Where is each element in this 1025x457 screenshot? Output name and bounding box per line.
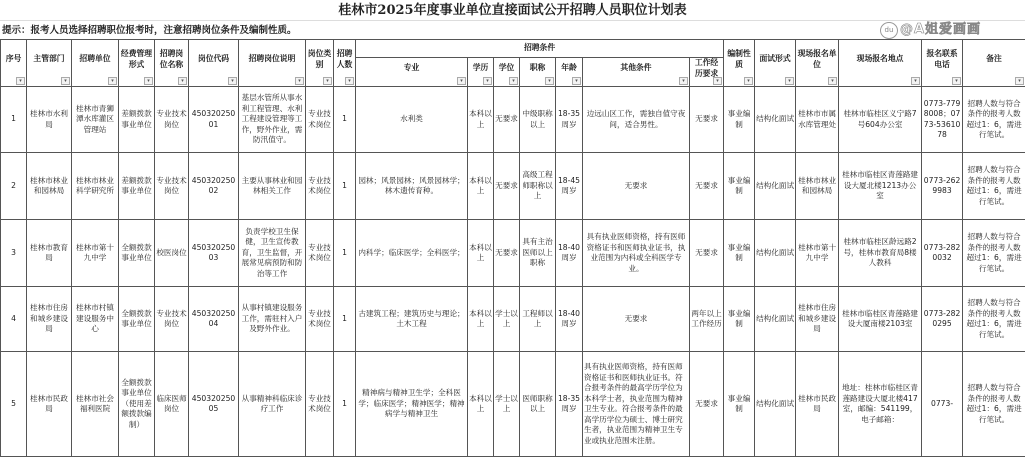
filter-dropdown-icon[interactable]: ▾ <box>1015 77 1024 85</box>
cell-phone[interactable]: 0773- <box>922 352 963 457</box>
cell-degree[interactable]: 学士以上 <box>494 287 520 352</box>
header-staffing: 编制性质 ▾ <box>724 40 755 87</box>
cell-funding[interactable]: 全额拨款事业单位 <box>119 287 155 352</box>
cell-experience[interactable]: 无要求 <box>690 87 724 153</box>
cell-category[interactable]: 专业技术岗位 <box>306 153 334 220</box>
cell-title-req[interactable]: 高级工程师职称以上 <box>520 153 556 220</box>
cell-education[interactable]: 本科以上 <box>468 287 494 352</box>
filter-dropdown-icon[interactable]: ▾ <box>228 77 237 85</box>
hint-text: 提示：报考人员选择招聘职位报考时，注意招聘岗位条件及编制性质。 <box>0 22 1025 40</box>
cell-experience[interactable]: 两年以上工作经历 <box>690 287 724 352</box>
filter-dropdown-icon[interactable]: ▾ <box>295 77 304 85</box>
cell-education[interactable]: 本科以上 <box>468 220 494 287</box>
cell-dept[interactable]: 桂林市林业和园林局 <box>27 153 72 220</box>
cell-age[interactable]: 18-35周岁 <box>556 352 583 457</box>
filter-dropdown-icon[interactable]: ▾ <box>178 77 187 85</box>
header-category: 岗位类别 ▾ <box>306 40 334 87</box>
cell-title-req[interactable]: 医师职称以上 <box>520 352 556 457</box>
cell-post-name[interactable]: 专业技术岗位 <box>155 87 189 153</box>
cell-funding[interactable]: 全额拨款事业单位（使用差额拨款编制） <box>119 352 155 457</box>
header-funding: 经费管理形式 ▾ <box>119 40 155 87</box>
filter-dropdown-icon[interactable]: ▾ <box>144 77 153 85</box>
filter-dropdown-icon[interactable]: ▾ <box>457 77 466 85</box>
header-conditions: 招聘条件 <box>356 40 724 58</box>
filter-dropdown-icon[interactable]: ▾ <box>828 77 837 85</box>
cell-unit[interactable]: 桂林市村镇建设服务中心 <box>72 287 119 352</box>
cell-count[interactable]: 1 <box>334 87 356 153</box>
cell-title-req[interactable]: 中级职称以上 <box>520 87 556 153</box>
cell-degree[interactable]: 无要求 <box>494 153 520 220</box>
cell-interview[interactable]: 结构化面试 <box>755 352 796 457</box>
table-row <box>1 352 1025 457</box>
header-phone: 报名联系电话 ▾ <box>922 40 963 87</box>
filter-dropdown-icon[interactable]: ▾ <box>952 77 961 85</box>
header-title-req: 职称 ▾ <box>520 58 556 87</box>
cell-experience[interactable]: 无要求 <box>690 352 724 457</box>
table-row <box>1 220 1025 287</box>
cell-major[interactable]: 古建筑工程；建筑历史与理论；土木工程 <box>356 287 468 352</box>
cell-funding[interactable]: 差额拨款事业单位 <box>119 87 155 153</box>
cell-count[interactable]: 1 <box>334 287 356 352</box>
filter-dropdown-icon[interactable]: ▾ <box>509 77 518 85</box>
header-dept: 主管部门 ▾ <box>27 40 72 87</box>
cell-experience[interactable]: 无要求 <box>690 220 724 287</box>
cell-reg-place[interactable]: 桂林市临桂区义宁路7号604办公室 <box>839 87 922 153</box>
cell-code[interactable]: 45032025001 <box>189 87 239 153</box>
cell-age[interactable]: 18-40周岁 <box>556 287 583 352</box>
cell-code[interactable]: 45032025005 <box>189 352 239 457</box>
cell-staffing[interactable]: 事业编制 <box>724 153 755 220</box>
cell-remarks[interactable]: 招聘人数与符合条件的报考人数超过1：6，需进行笔试。 <box>963 220 1025 287</box>
cell-staffing[interactable]: 事业编制 <box>724 352 755 457</box>
cell-major[interactable]: 水利类 <box>356 87 468 153</box>
job-plan-table <box>0 39 1025 457</box>
table-row <box>1 87 1025 153</box>
filter-dropdown-icon[interactable]: ▾ <box>545 77 554 85</box>
filter-dropdown-icon[interactable]: ▾ <box>679 77 688 85</box>
header-reg-place: 现场报名地点 ▾ <box>839 40 922 87</box>
cell-count[interactable]: 1 <box>334 352 356 457</box>
cell-staffing[interactable]: 事业编制 <box>724 220 755 287</box>
cell-desc[interactable]: 从事精神科临床诊疗工作 <box>239 352 306 457</box>
cell-code[interactable]: 45032025002 <box>189 153 239 220</box>
cell-age[interactable]: 18-35周岁 <box>556 87 583 153</box>
cell-phone[interactable]: 0773-7798008；0773-5361078 <box>922 87 963 153</box>
cell-degree[interactable]: 无要求 <box>494 87 520 153</box>
filter-dropdown-icon[interactable]: ▾ <box>744 77 753 85</box>
cell-reg-place[interactable]: 桂林市临桂区青莲路建设大厦南楼2103室 <box>839 287 922 352</box>
cell-title-req[interactable]: 工程师以上 <box>520 287 556 352</box>
cell-other[interactable]: 边远山区工作，需独自值守夜间，适合男性。 <box>583 87 690 153</box>
cell-dept[interactable]: 桂林市住房和城乡建设局 <box>27 287 72 352</box>
cell-reg-unit[interactable]: 桂林市市属水库管理处 <box>796 87 839 153</box>
cell-category[interactable]: 专业技术岗位 <box>306 220 334 287</box>
cell-unit[interactable]: 桂林市社会福利医院 <box>72 352 119 457</box>
cell-interview[interactable]: 结构化面试 <box>755 87 796 153</box>
cell-post-name[interactable]: 专业技术岗位 <box>155 153 189 220</box>
cell-interview[interactable]: 结构化面试 <box>755 153 796 220</box>
filter-dropdown-icon[interactable]: ▾ <box>108 77 117 85</box>
header-seq: 序号 ▾ <box>1 40 27 87</box>
cell-interview[interactable]: 结构化面试 <box>755 287 796 352</box>
cell-major[interactable]: 园林；风景园林；风景园林学；林木遗传育种。 <box>356 153 468 220</box>
cell-staffing[interactable]: 事业编制 <box>724 87 755 153</box>
cell-age[interactable]: 18-40周岁 <box>556 220 583 287</box>
watermark-logo-icon: du <box>880 22 898 39</box>
cell-experience[interactable]: 无要求 <box>690 153 724 220</box>
header-unit: 招聘单位 ▾ <box>72 40 119 87</box>
cell-major[interactable]: 内科学；临床医学；全科医学； <box>356 220 468 287</box>
cell-seq[interactable]: 3 <box>1 220 27 287</box>
watermark: @A姐爱画画 <box>900 21 981 38</box>
cell-post-name[interactable]: 校医岗位 <box>155 220 189 287</box>
cell-post-name[interactable]: 临床医师岗位 <box>155 352 189 457</box>
cell-other[interactable]: 具有执业医师资格，持有医师资格证书和医师执业证书。符合报考条件的最高学历学位为本科学士者，执业范围为精神卫生专业。符合报考条件的最高学历学位为硕士、博士研究生者，执业范围为精神卫生专业或执业范围未注册。 <box>583 352 690 457</box>
cell-phone[interactable]: 0773-2820032 <box>922 220 963 287</box>
cell-reg-unit[interactable]: 桂林市住房和城乡建设局 <box>796 287 839 352</box>
cell-unit[interactable]: 桂林市青狮潭水库灌区管理站 <box>72 87 119 153</box>
cell-desc[interactable]: 从事村镇建设服务工作，需驻村入户及野外作业。 <box>239 287 306 352</box>
filter-dropdown-icon[interactable]: ▾ <box>61 77 70 85</box>
cell-education[interactable]: 本科以上 <box>468 87 494 153</box>
cell-reg-place[interactable]: 桂林市临桂区青莲路建设大厦北楼1213办公室 <box>839 153 922 220</box>
cell-interview[interactable]: 结构化面试 <box>755 220 796 287</box>
cell-desc[interactable]: 负责学校卫生保健，卫生宣传教育，卫生监督，开展常见病预防和防治等工作 <box>239 220 306 287</box>
cell-education[interactable]: 本科以上 <box>468 352 494 457</box>
cell-remarks[interactable]: 招聘人数与符合条件的报考人数超过1：6，需进行笔试。 <box>963 153 1025 220</box>
filter-dropdown-icon[interactable]: ▾ <box>713 77 722 85</box>
cell-major[interactable]: 精神病与精神卫生学；全科医学；临床医学；精神医学；精神病学与精神卫生 <box>356 352 468 457</box>
cell-other[interactable]: 无要求 <box>583 153 690 220</box>
cell-category[interactable]: 专业技术岗位 <box>306 352 334 457</box>
cell-other[interactable]: 无要求 <box>583 287 690 352</box>
cell-dept[interactable]: 桂林市水利局 <box>27 87 72 153</box>
cell-seq[interactable]: 1 <box>1 87 27 153</box>
cell-category[interactable]: 专业技术岗位 <box>306 87 334 153</box>
header-count: 招聘人数 ▾ <box>334 40 356 87</box>
header-major: 专业 ▾ <box>356 58 468 87</box>
cell-unit[interactable]: 桂林市林业科学研究所 <box>72 153 119 220</box>
cell-funding[interactable]: 差额拨款事业单位 <box>119 153 155 220</box>
table-row <box>1 287 1025 352</box>
header-experience: 工作经历要求 ▾ <box>690 58 724 87</box>
cell-code[interactable]: 45032025003 <box>189 220 239 287</box>
cell-unit[interactable]: 桂林市第十九中学 <box>72 220 119 287</box>
cell-reg-unit[interactable]: 桂林市第十九中学 <box>796 220 839 287</box>
filter-dropdown-icon[interactable]: ▾ <box>911 77 920 85</box>
cell-desc[interactable]: 主要从事林业和园林相关工作 <box>239 153 306 220</box>
cell-reg-unit[interactable]: 桂林市林业和园林局 <box>796 153 839 220</box>
cell-post-name[interactable]: 专业技术岗位 <box>155 287 189 352</box>
header-education: 学历 ▾ <box>468 58 494 87</box>
cell-remarks[interactable]: 招聘人数与符合条件的报考人数超过1：6，需进行笔试。 <box>963 287 1025 352</box>
cell-other[interactable]: 具有执业医师资格，持有医师资格证书和医师执业证书，执业范围为内科或全科医学专业。 <box>583 220 690 287</box>
cell-count[interactable]: 1 <box>334 220 356 287</box>
header-desc: 招聘岗位说明 ▾ <box>239 40 306 87</box>
cell-degree[interactable]: 无要求 <box>494 220 520 287</box>
cell-funding[interactable]: 全额拨款事业单位 <box>119 220 155 287</box>
header-code: 岗位代码 ▾ <box>189 40 239 87</box>
cell-reg-unit[interactable]: 桂林市民政局 <box>796 352 839 457</box>
cell-dept[interactable]: 桂林市教育局 <box>27 220 72 287</box>
header-reg-unit: 现场报名单位 ▾ <box>796 40 839 87</box>
cell-category[interactable]: 专业技术岗位 <box>306 287 334 352</box>
cell-desc[interactable]: 基层水管所从事水利工程管理、水利工程建设管理等工作，野外作业，需防汛值守。 <box>239 87 306 153</box>
cell-reg-place[interactable]: 桂林市临桂区龄远路2号，桂林市教育局8楼人教科 <box>839 220 922 287</box>
cell-phone[interactable]: 0773-2629983 <box>922 153 963 220</box>
cell-seq[interactable]: 2 <box>1 153 27 220</box>
cell-seq[interactable]: 4 <box>1 287 27 352</box>
cell-reg-place[interactable]: 地址：桂林市临桂区青莲路建设大厦北楼417室，邮编：541199，电子邮箱： <box>839 352 922 457</box>
cell-remarks[interactable]: 招聘人数与符合条件的报考人数超过1：6，需进行笔试。 <box>963 352 1025 457</box>
cell-title-req[interactable]: 具有主治医师以上职称 <box>520 220 556 287</box>
filter-dropdown-icon[interactable]: ▾ <box>572 77 581 85</box>
cell-count[interactable]: 1 <box>334 153 356 220</box>
filter-dropdown-icon[interactable]: ▾ <box>16 77 25 85</box>
header-interview: 面试形式 ▾ <box>755 40 796 87</box>
filter-dropdown-icon[interactable]: ▾ <box>345 77 354 85</box>
header-other: 其他条件 ▾ <box>583 58 690 87</box>
header-remarks: 备注 ▾ <box>963 40 1025 87</box>
sheet-title: 桂林市2025年度事业单位直接面试公开招聘人员职位计划表 <box>0 0 1025 21</box>
cell-seq[interactable]: 5 <box>1 352 27 457</box>
filter-dropdown-icon[interactable]: ▾ <box>483 77 492 85</box>
filter-dropdown-icon[interactable]: ▾ <box>785 77 794 85</box>
cell-code[interactable]: 45032025004 <box>189 287 239 352</box>
header-age: 年龄 ▾ <box>556 58 583 87</box>
filter-dropdown-icon[interactable]: ▾ <box>323 77 332 85</box>
cell-dept[interactable]: 桂林市民政局 <box>27 352 72 457</box>
cell-degree[interactable]: 学士以上 <box>494 352 520 457</box>
cell-age[interactable]: 18-45周岁 <box>556 153 583 220</box>
cell-education[interactable]: 本科以上 <box>468 153 494 220</box>
cell-phone[interactable]: 0773-2820295 <box>922 287 963 352</box>
cell-remarks[interactable]: 招聘人数与符合条件的报考人数超过1：6，需进行笔试。 <box>963 87 1025 153</box>
header-post-name: 招聘岗位名称 ▾ <box>155 40 189 87</box>
header-degree: 学位 ▾ <box>494 58 520 87</box>
table-row <box>1 153 1025 220</box>
cell-staffing[interactable]: 事业编制 <box>724 287 755 352</box>
